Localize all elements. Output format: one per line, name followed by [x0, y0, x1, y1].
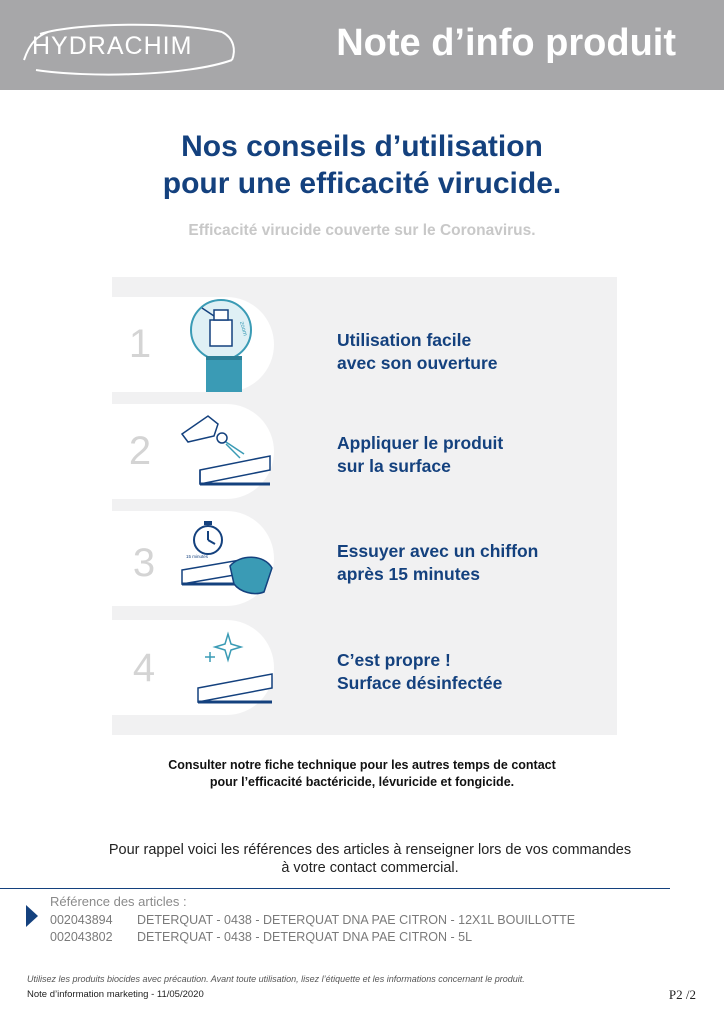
biocide-disclaimer: Utilisez les produits biocides avec précaution. Avant toute utilisation, lisez l’étiquette et les informations concernant le produit. [27, 974, 525, 984]
chevron-right-icon [26, 905, 38, 932]
step-2-text [337, 432, 503, 478]
clean-surface-icon [196, 628, 276, 713]
reference-code: 002043802 [50, 930, 113, 944]
step-3-number: 3 [132, 541, 156, 585]
logo-text: HYDRACHIM [32, 32, 193, 60]
header-title: Note d’info produit [336, 22, 676, 64]
reference-description: DETERQUAT - 0438 - DETERQUAT DNA PAE CITRON - 12X1L BOUILLOTTE [137, 913, 576, 927]
reference-code: 002043894 [50, 913, 113, 927]
reminder-line1: Pour rappel voici les références des articles à renseigner lors de vos commandes [108, 842, 632, 858]
timer-wipe-icon [178, 514, 276, 609]
step-1-line2: avec son ouverture [337, 353, 498, 373]
step-3-line2: après 15 minutes [337, 564, 480, 584]
footer-note: Note d’information marketing - 11/05/2020 [27, 989, 204, 1000]
step-4-line2: Surface désinfectée [337, 673, 503, 693]
step-1-text [337, 329, 497, 375]
divider-line [0, 888, 670, 889]
note-line1: Consulter notre fiche technique pour les autres temps de contact [168, 758, 556, 772]
page-title-line2: pour une efficacité virucide. [162, 167, 562, 200]
step-4-line1: C’est propre ! [337, 650, 451, 670]
header-bar [0, 0, 724, 90]
step-4-number: 4 [132, 646, 156, 690]
step-1-number: 1 [128, 322, 152, 366]
step-2-number: 2 [128, 429, 152, 473]
page-subtitle: Efficacité virucide couverte sur le Coronavirus. [188, 222, 536, 239]
page-number: P2 /2 [668, 987, 696, 1002]
hydrachim-logo [18, 20, 240, 78]
spray-surface-icon [178, 404, 274, 497]
step-2-line1: Appliquer le produit [337, 433, 504, 453]
timer-label: 15 minutes [186, 554, 209, 559]
reference-description: DETERQUAT - 0438 - DETERQUAT DNA PAE CITRON - 5L [137, 930, 473, 944]
step-2-line2: sur la surface [337, 456, 451, 476]
spray-bottle-icon [188, 298, 256, 398]
references-label: Référence des articles : [50, 894, 187, 909]
step-3-text [337, 540, 538, 586]
contact-time-note [0, 757, 724, 791]
reminder-line2: à votre contact commercial. [281, 860, 459, 876]
step-1-line1: Utilisation facile [337, 330, 472, 350]
step-3-line1: Essuyer avec un chiffon [337, 541, 539, 561]
note-line2: pour l’efficacité bactéricide, lévuricide et fongicide. [209, 775, 515, 789]
order-reminder [0, 841, 724, 877]
zoom-label: zoom [238, 320, 248, 337]
page-title-line1: Nos conseils d’utilisation [181, 130, 543, 163]
step-4-text [337, 649, 502, 695]
